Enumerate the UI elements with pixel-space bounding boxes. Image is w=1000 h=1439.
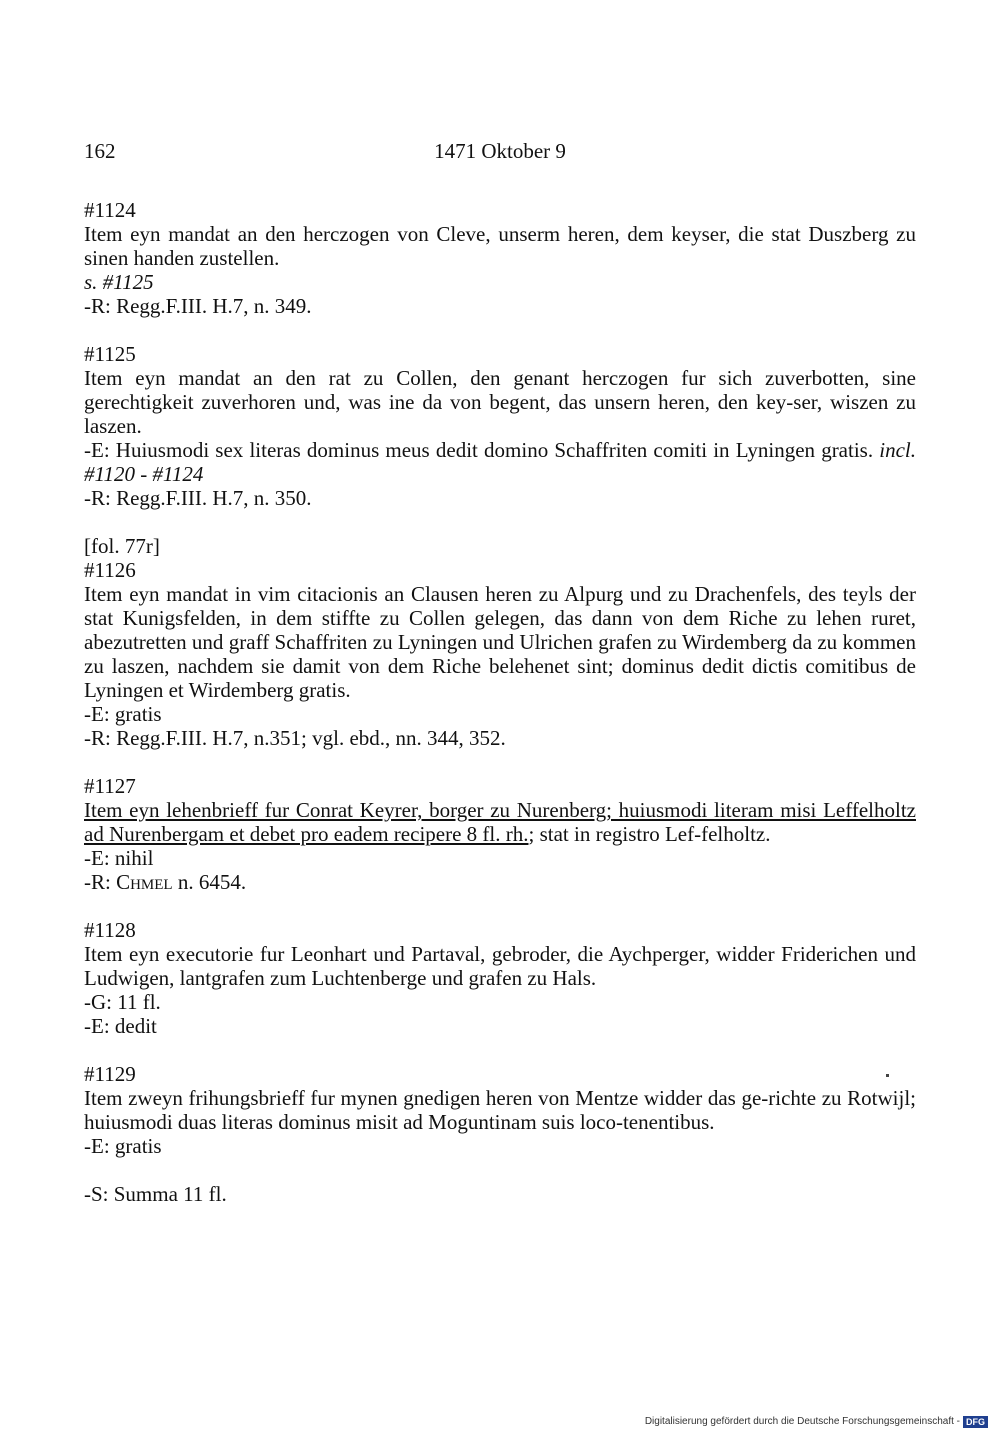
entry-1126	[84, 558, 916, 750]
entry-text: Item eyn mandat an den herczogen von Cleve, unserm heren, dem keyser, die stat Duszberg zu sinen handen zustellen.	[84, 222, 916, 270]
regesta-reference	[84, 870, 916, 894]
entry-text: Item zweyn frihungsbrieff fur mynen gnedigen heren von Mentze widder das ge-richte zu Rotwijl; huiusmodi duas literas dominus misit ad Moguntinam suis loco-tenentibus.	[84, 1086, 916, 1134]
digitization-footer	[645, 1415, 988, 1429]
e-line: -E: gratis	[84, 702, 162, 726]
entry-text: Item eyn mandat in vim citacionis an Clausen heren zu Alpurg und zu Drachenfels, des teyls der stat Kunigsfelden, in dem stiffte zu Collen gelegen, das dann von dem Riche zu lehen ruret, abezutretten und graff Schaffriten zu Lyningen und Ulrichen grafen zu Wirdemberg da zu kommen zu laszen, nachdem sie damit von dem Riche belehenet sint; dominus dedit dictis comitibus de Lyningen et Wirdemberg gratis.	[84, 582, 916, 702]
entry-1128	[84, 918, 916, 1038]
reference-prefix: -R:	[84, 870, 117, 894]
passage-continuation: ; stat in registro Lef-felholtz.	[528, 822, 771, 846]
entry-id: #1125	[84, 342, 136, 366]
e-line: -E: dedit	[84, 1014, 157, 1038]
e-line	[84, 438, 916, 486]
entry-id: #1124	[84, 198, 136, 222]
e-text: -E: Huiusmodi sex literas dominus meus dedit domino Schaffriten comiti in Lyningen gratis.	[84, 438, 874, 462]
e-line: -E: gratis	[84, 1134, 162, 1158]
underlined-passage: Item eyn lehenbrieff fur Conrat Keyrer, borger zu Nurenberg; huiusmodi literam misi Leffelholtz ad Nurenbergam et debet pro eadem recipere 8 fl. rh.	[84, 798, 916, 846]
regesta-reference: -R: Regg.F.III. H.7, n.351; vgl. ebd., nn. 344, 352.	[84, 726, 506, 750]
entry-text: Item eyn mandat an den rat zu Collen, den genant herczogen fur sich zuverbotten, sine gerechtigkeit zuverhoren und, was ine da von begent, das unsern heren, den key-ser, wiszen zu laszen.	[84, 366, 916, 438]
page-number: 162	[84, 139, 116, 163]
running-head: 1471 Oktober 9	[434, 139, 566, 163]
document-body	[84, 198, 916, 1206]
scan-speck	[886, 1074, 889, 1077]
e-line: -E: nihil	[84, 846, 154, 870]
summary-line: -S: Summa 11 fl.	[84, 1182, 227, 1206]
entry-1124	[84, 198, 916, 318]
regesta-reference: -R: Regg.F.III. H.7, n. 349.	[84, 294, 312, 318]
g-line: -G: 11 fl.	[84, 990, 161, 1014]
author-name: Chmel	[116, 870, 173, 894]
entry-text	[84, 798, 916, 846]
entry-1127	[84, 774, 916, 894]
entry-1129	[84, 1062, 916, 1158]
entry-id: #1129	[84, 1062, 136, 1086]
entry-id: #1126	[84, 558, 136, 582]
footer-text: Digitalisierung gefördert durch die Deutsche Forschungsgemeinschaft -	[644, 1416, 960, 1427]
dfg-logo-icon: DFG	[963, 1416, 988, 1428]
folio-marker: [fol. 77r]	[84, 534, 160, 558]
page-header	[84, 136, 916, 166]
incl-reference: incl. #1120 - #1124	[84, 438, 916, 486]
see-reference: s. #1125	[84, 270, 154, 294]
entry-id: #1127	[84, 774, 136, 798]
reference-suffix: n. 6454.	[172, 870, 247, 894]
entry-1125	[84, 342, 916, 510]
entry-id: #1128	[84, 918, 136, 942]
entry-text: Item eyn executorie fur Leonhart und Partaval, gebroder, die Aychperger, widder Friderichen und Ludwigen, lantgrafen zum Luchtenberge und grafen zu Hals.	[84, 942, 916, 990]
regesta-reference: -R: Regg.F.III. H.7, n. 350.	[84, 486, 312, 510]
